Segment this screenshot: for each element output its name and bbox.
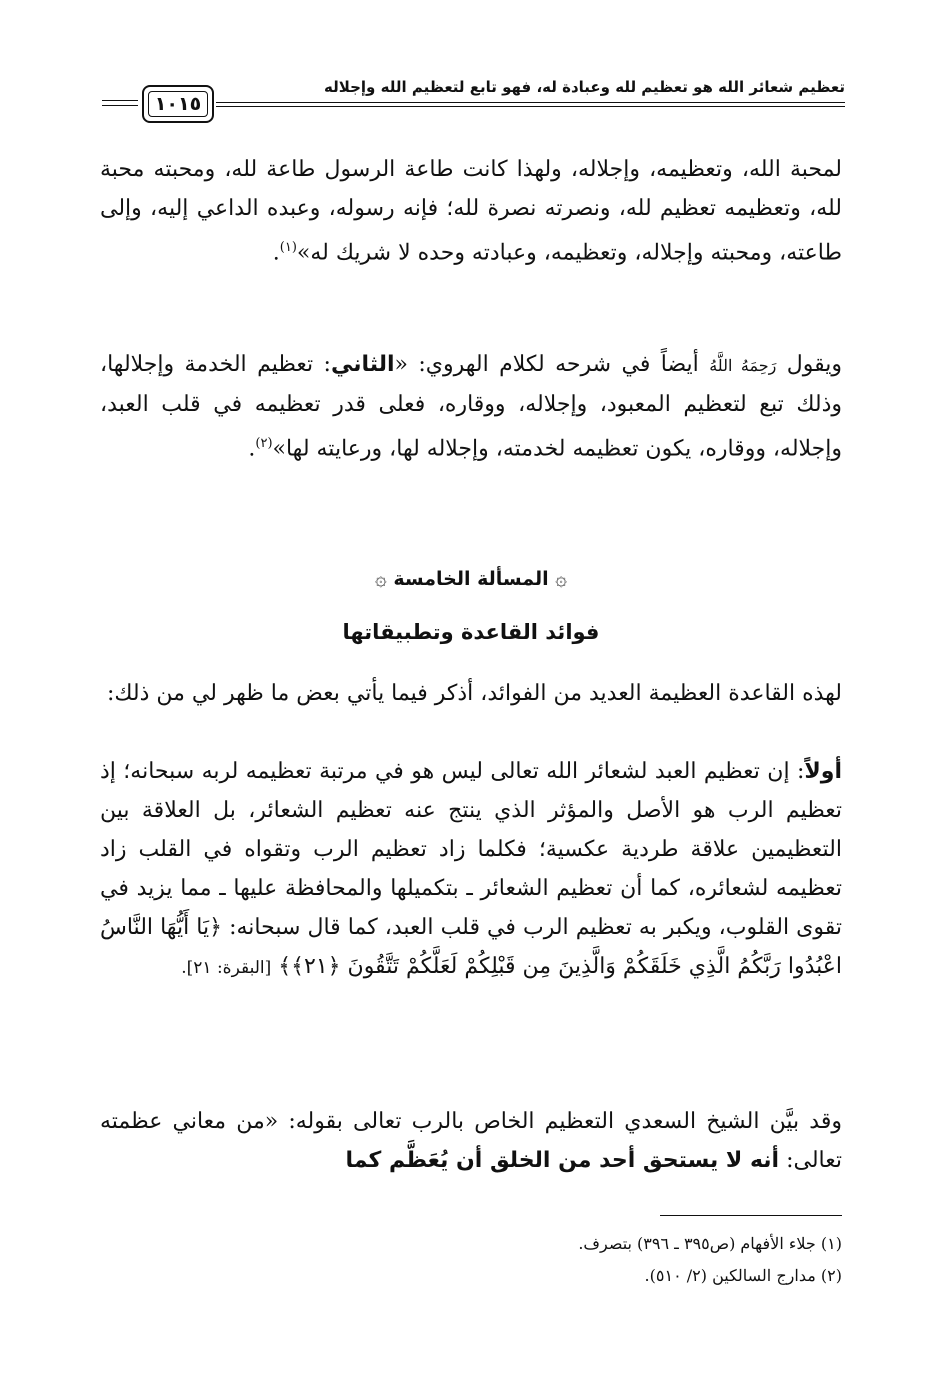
- footnote-1: [100, 1228, 842, 1260]
- paragraph-3-text: لهذه القاعدة العظيمة العديد من الفوائد، أذكر فيما يأتي بعض ما ظهر لي من ذلك:: [106, 681, 842, 706]
- verse-citation: [البقرة: ٢١].: [181, 958, 272, 978]
- section-heading: [100, 566, 842, 590]
- paragraph-2-mid: أيضاً في شرحه لكلام الهروي: «: [394, 352, 699, 377]
- paragraph-5: [100, 1102, 842, 1180]
- section-title: فوائد القاعدة وتطبيقاتها: [342, 620, 600, 644]
- paragraph-3: [100, 674, 842, 713]
- footnotes: [100, 1228, 842, 1292]
- paragraph-1-text: لمحبة الله، وتعظيمه، وإجلاله، ولهذا كانت طاعة الرسول طاعة لله، ومحبته محبة لله، وتعظيمه تعظيم لله، ونصرته نصرة لله؛ فإنه رسوله، وعبده الداعي إليه، وإلى طاعته، ومحبته وإجلاله، وتعظيمه، وعبادته وحده لا شريك له»: [100, 157, 842, 266]
- paragraph-2-end: .: [248, 436, 256, 462]
- paragraph-2-lead: ويقول: [786, 352, 842, 377]
- paragraph-4-bold: أولاً: [804, 759, 842, 784]
- footnote-separator: [660, 1215, 842, 1216]
- footnote-ref-2[interactable]: (٢): [255, 436, 273, 451]
- paragraph-1-end: .: [272, 240, 280, 266]
- page-number-frame: [142, 85, 214, 123]
- paragraph-4-text: : إن تعظيم العبد لشعائر الله تعالى ليس هو في مرتبة تعظيمه لربه سبحانه؛ إذ تعظيم الرب هو الأصل والمؤثر الذي ينتج عنه تعظيم الشعائر، بل العلاقة بين التعظيمين علاقة طردية عكسية؛ فكلما زاد تعظيم الرب وتقواه في القلب زاد تعظيمه لشعائره، كما أن تعظيم الشعائر ـ بتكميلها والمحافظة عليها ـ مما يزيد في تقوى القلوب، ويكبر به تعظيم الرب في قلب العبد، كما قال سبحانه:: [100, 759, 843, 940]
- paragraph-2-rest: : تعظيم الخدمة وإجلالها، وذلك تبع لتعظيم المعبود، وإجلاله، ووقاره، فعلى قدر تعظيمه في قلب العبد، وإجلاله، ووقاره، يكون تعظيمه لخدمته، وإجلاله لها، ورعايته لها»: [100, 352, 842, 462]
- paragraph-4: [100, 752, 842, 988]
- running-head: تعظيم شعائر الله هو تعظيم لله وعبادة له، فهو تابع لتعظيم الله وإجلاله: [323, 78, 845, 96]
- footnote-1-text: جلاء الأفهام (ص٣٩٥ ـ ٣٩٦) بتصرف.: [578, 1234, 816, 1253]
- paragraph-1: [100, 150, 842, 272]
- paragraph-2: [100, 345, 842, 468]
- header-rule: [216, 102, 845, 103]
- footnote-2-text: مدارج السالكين (٢/ ٥١٠).: [644, 1266, 816, 1285]
- header-rule-thin: [216, 106, 845, 107]
- paragraph-5-bold: أنه لا يستحق أحد من الخلق أن يُعَظَّم كما: [345, 1148, 780, 1173]
- quran-verse: ﴿يَا أَيُّهَا النَّاسُ اعْبُدُوا رَبَّكُمُ الَّذِي خَلَقَكُمْ وَالَّذِينَ مِن قَبْلِكُمْ لَعَلَّكُمْ تَتَّقُونَ ﴿٢١﴾﴾: [100, 915, 842, 979]
- footnote-2: [100, 1260, 842, 1292]
- footnote-1-number: (١): [820, 1234, 842, 1253]
- paragraph-2-bold: الثاني: [330, 352, 395, 377]
- ornament-icon-left: ۞: [375, 566, 387, 590]
- ornament-icon: ۞: [555, 566, 567, 590]
- footnote-2-number: (٢): [820, 1266, 842, 1285]
- page-header: [96, 72, 845, 134]
- section-heading-text: المسألة الخامسة: [393, 568, 549, 590]
- footnote-ref-1[interactable]: (١): [279, 240, 297, 255]
- page-number-dash: [102, 100, 138, 101]
- page-number-dash-2: [102, 105, 138, 106]
- page-number: ١٠١٥: [148, 91, 208, 117]
- honorific: رَحِمَهُ اللَّهُ: [709, 356, 777, 375]
- paragraph-5-text: وقد بيَّن الشيخ السعدي التعظيم الخاص بالرب تعالى بقوله: «من معاني عظمته تعالى:: [100, 1109, 842, 1173]
